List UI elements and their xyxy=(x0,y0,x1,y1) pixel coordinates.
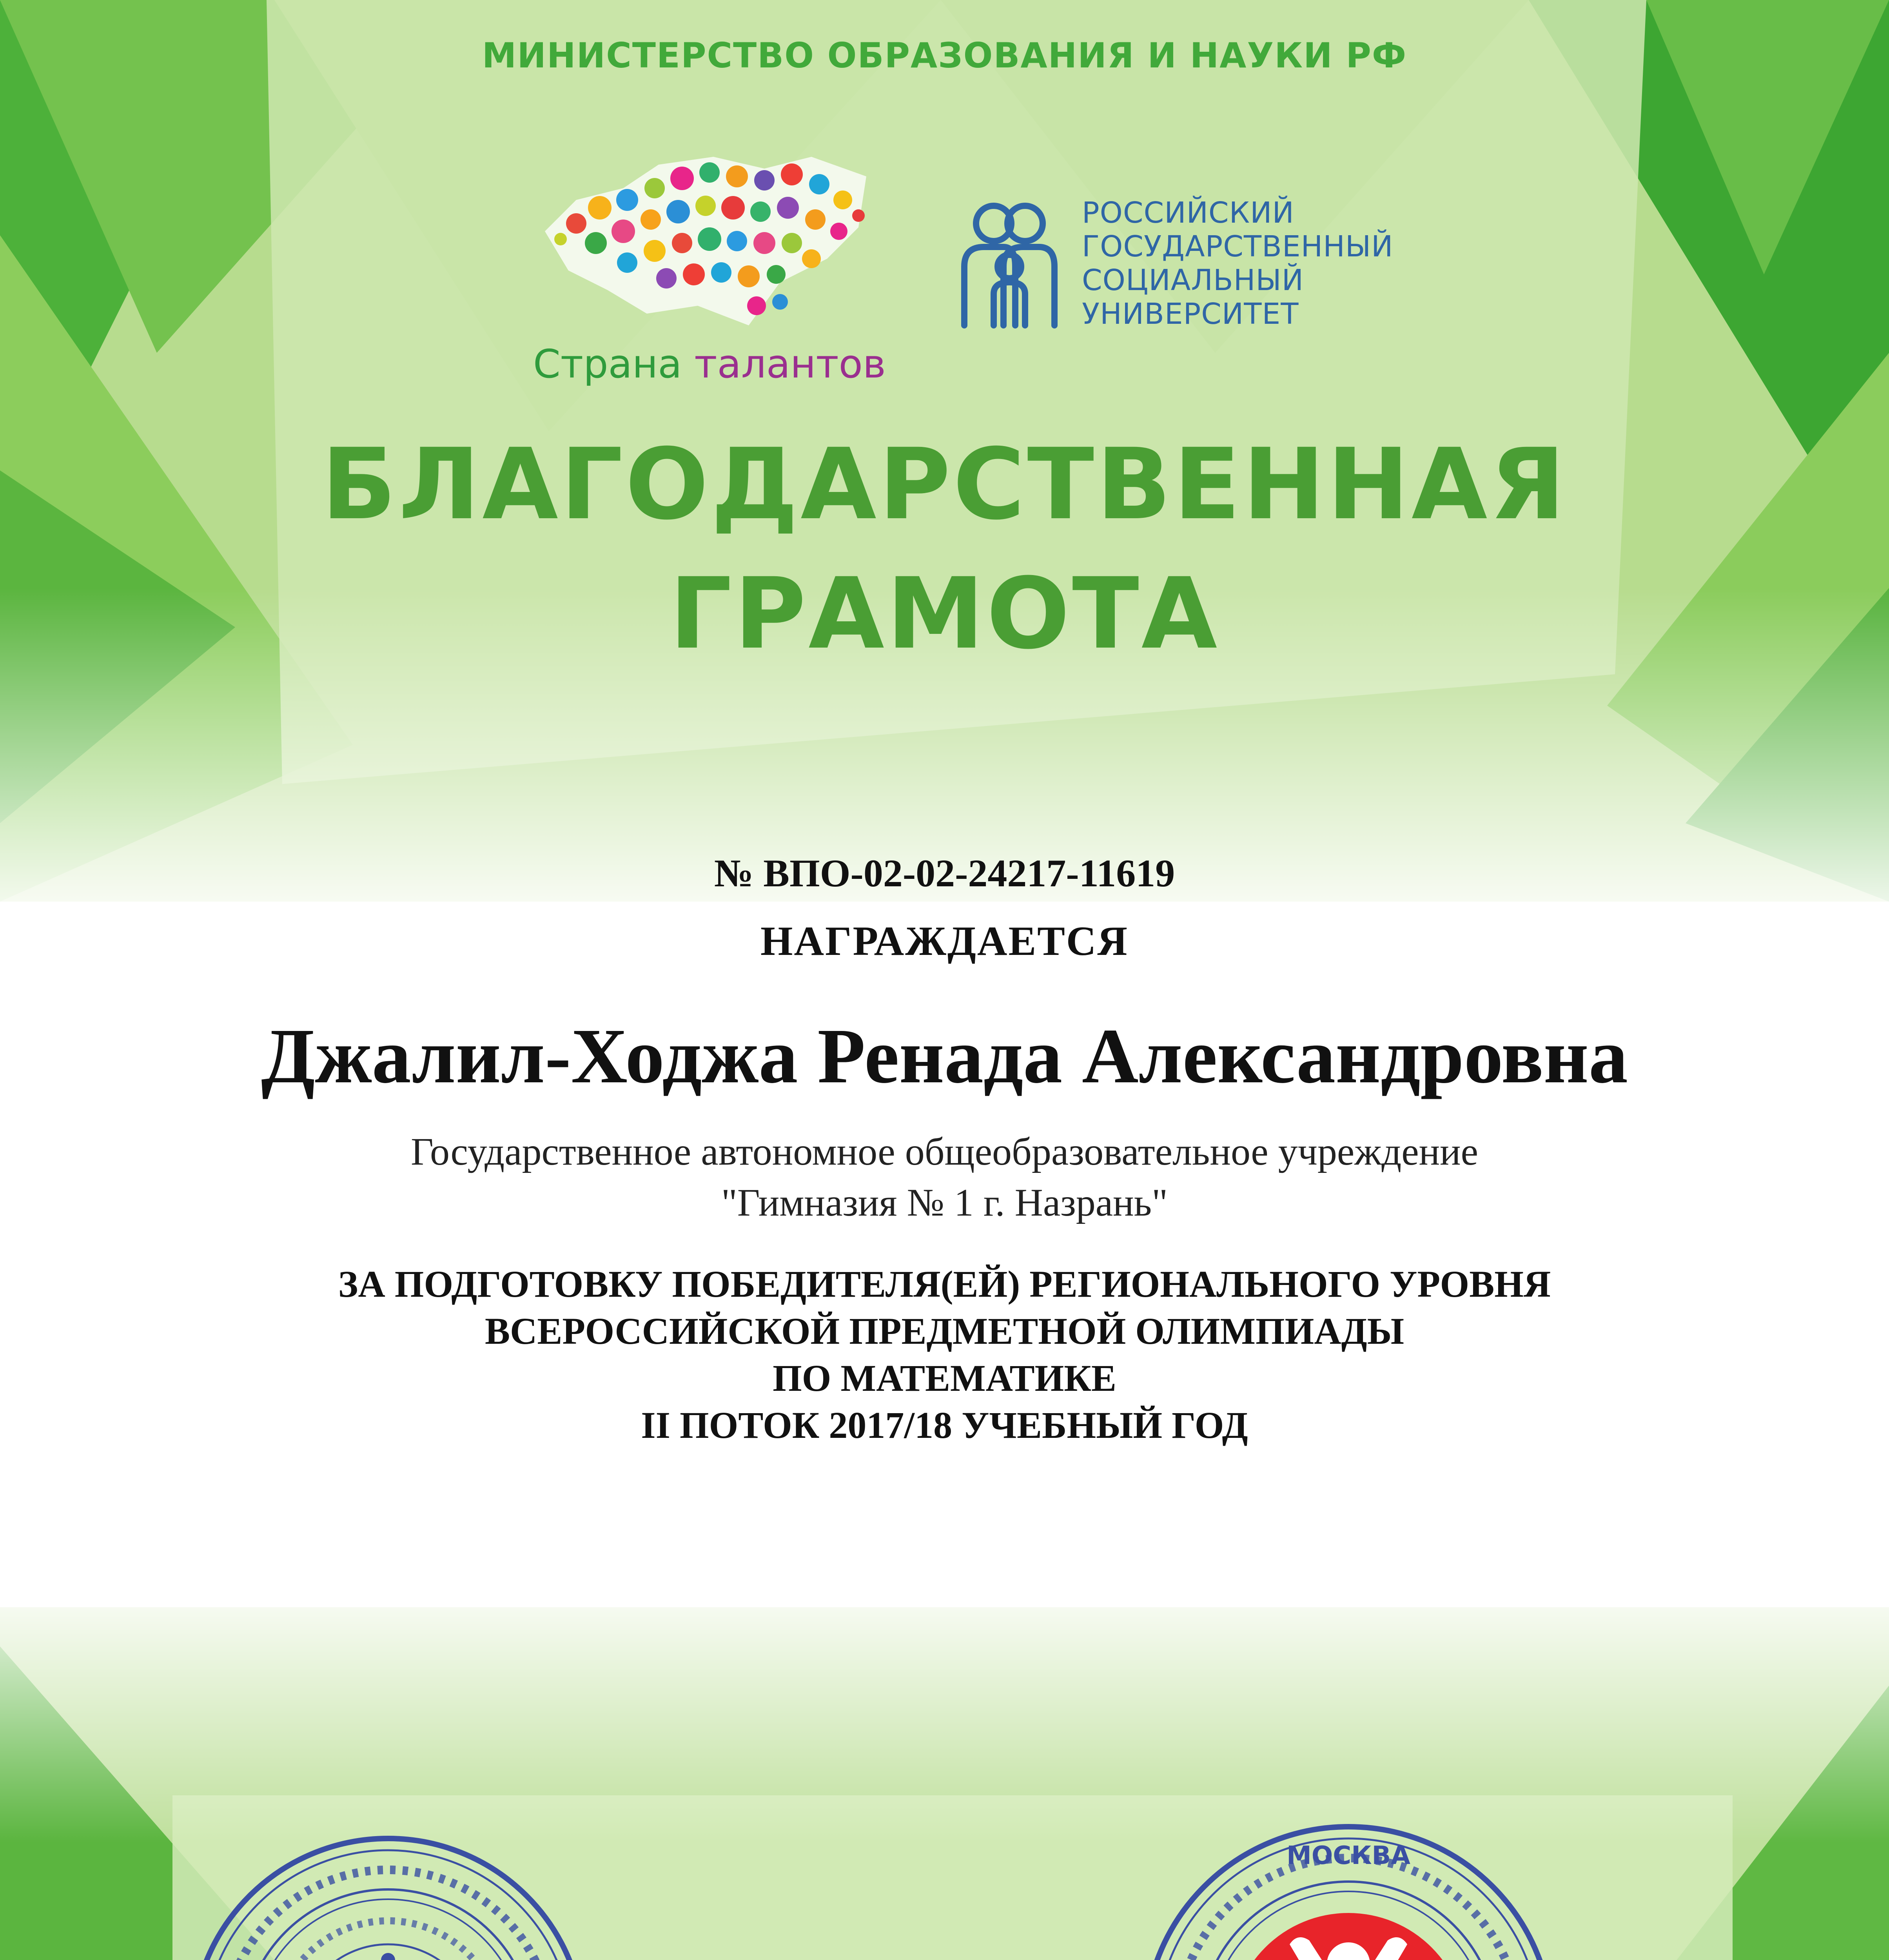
rgsu-name xyxy=(1082,196,1435,331)
seal-city: МОСКВА xyxy=(1287,1841,1410,1870)
caption-word-talantov: талантов xyxy=(694,341,886,387)
certificate-title-line-2: ГРАМОТА xyxy=(669,557,1220,671)
caption-word-strana: Страна xyxy=(533,341,682,387)
rgsu-name-line-1: РОССИЙСКИЙ xyxy=(1082,196,1294,230)
rgsu-name-line-2: ГОСУДАРСТВЕННЫЙ xyxy=(1082,230,1394,263)
recipient-name: Джалил-Ходжа Ренада Александровна xyxy=(261,1013,1628,1100)
certificate-number: № ВПО-02-02-24217-11619 xyxy=(714,851,1175,895)
strana-talantov-caption xyxy=(533,341,886,387)
rgsu-name-line-4: УНИВЕРСИТЕТ xyxy=(1082,297,1299,331)
rgsu-name-line-3: СОЦИАЛЬНЫЙ xyxy=(1082,263,1304,297)
certificate-title-line-1: БЛАГОДАРСТВЕННАЯ xyxy=(321,427,1568,541)
reason-line-4: II ПОТОК 2017/18 УЧЕБНЫЙ ГОД xyxy=(641,1404,1248,1446)
reason-line-2: ВСЕРОССИЙСКОЙ ПРЕДМЕТНОЙ ОЛИМПИАДЫ xyxy=(485,1310,1404,1352)
rgsu-logo xyxy=(956,200,1062,329)
strana-talantov-logo xyxy=(529,141,882,345)
school-line-2: "Гимназия № 1 г. Назрань" xyxy=(721,1181,1168,1224)
strana-talantov-round-seal xyxy=(1133,1815,1564,1960)
rgsu-round-seal xyxy=(180,1827,596,1960)
reason-line-3: ПО МАТЕМАТИКЕ xyxy=(773,1357,1116,1399)
awarded-label: НАГРАЖДАЕТСЯ xyxy=(760,918,1129,964)
school-line-1: Государственное автономное общеобразовательное учреждение xyxy=(410,1130,1479,1173)
reason-line-1: ЗА ПОДГОТОВКУ ПОБЕДИТЕЛЯ(ЕЙ) РЕГИОНАЛЬНОГО УРОВНЯ xyxy=(338,1263,1551,1305)
ministry-header: МИНИСТЕРСТВО ОБРАЗОВАНИЯ И НАУКИ РФ xyxy=(482,35,1407,76)
